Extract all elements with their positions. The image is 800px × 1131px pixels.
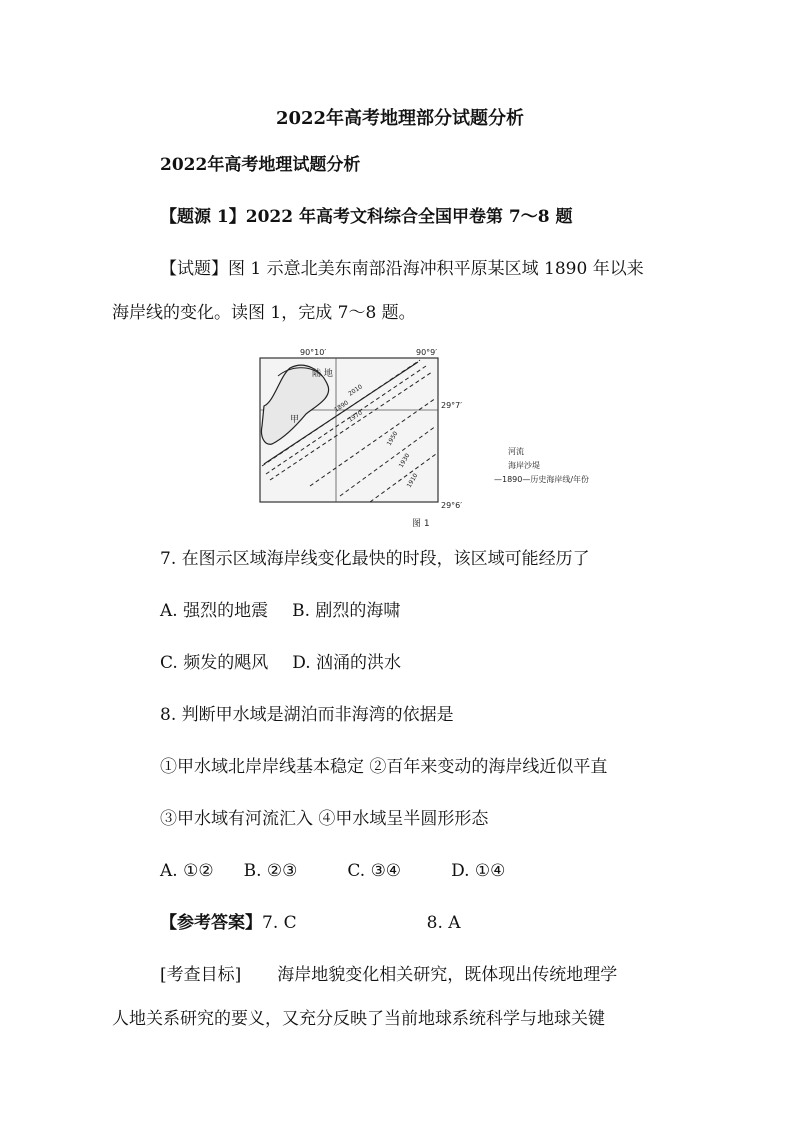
target-label: [考查目标] xyxy=(160,965,242,985)
water-label: 甲 xyxy=(290,415,300,425)
question-8: 8. 判断甲水域是湖泊而非海湾的依据是 xyxy=(160,705,454,725)
subtitle: 2022年高考地理试题分析 xyxy=(160,155,361,175)
figure-caption: 图 1 xyxy=(412,519,430,529)
lat-bottom-label: 29°6′ xyxy=(441,501,463,510)
answer-label: 【参考答案】 xyxy=(160,913,262,933)
land-label: 陆 地 xyxy=(312,369,333,379)
option-8c: C. ③④ xyxy=(347,861,402,881)
question-intro xyxy=(160,258,644,280)
question-7-options-ab xyxy=(160,600,400,622)
coastline-map-figure xyxy=(250,346,620,532)
reference-answer xyxy=(160,912,461,934)
year-label-2010: 2010 xyxy=(347,383,364,398)
question-intro-label: 【试题】 xyxy=(160,259,228,279)
option-8d: D. ①④ xyxy=(451,861,506,881)
option-7a: A. 强烈的地震 xyxy=(160,601,269,621)
question-8-statements-2: ③甲水域有河流汇入 ④甲水域呈半圆形形态 xyxy=(160,809,489,829)
answer-8: 8. A xyxy=(426,913,461,933)
year-label-1890: 1890 xyxy=(333,399,350,414)
question-7-options-cd xyxy=(160,652,401,674)
option-8a: A. ①② xyxy=(160,861,214,881)
lon-right-label: 90°9′ xyxy=(416,348,438,357)
option-7b: B. 剧烈的海啸 xyxy=(292,601,401,621)
lon-left-label: 90°10′ xyxy=(300,348,327,357)
question-8-options xyxy=(160,860,505,882)
target-text-2: 人地关系研究的要义，又充分反映了当前地球系统科学与地球关键 xyxy=(112,1009,605,1029)
doc-title: 2022年高考地理部分试题分析 xyxy=(275,108,525,129)
legend-sandbar: 海岸沙堤 xyxy=(508,461,540,470)
option-7d: D. 汹涌的洪水 xyxy=(292,653,402,673)
question-7: 7. 在图示区域海岸线变化最快的时段，该区域可能经历了 xyxy=(160,549,590,569)
year-label-1910: 1910 xyxy=(405,472,420,489)
answer-7: 7. C xyxy=(262,913,297,933)
target-text-1: 海岸地貌变化相关研究，既体现出传统地理学 xyxy=(277,965,618,985)
year-label-1970: 1970 xyxy=(347,409,364,424)
option-8b: B. ②③ xyxy=(243,861,298,881)
question-intro-line-2: 海岸线的变化。读图 1，完成 7～8 题。 xyxy=(112,303,416,323)
year-label-1950: 1950 xyxy=(385,430,400,447)
lat-top-label: 29°7′ xyxy=(441,401,463,410)
question-source: 【题源 1】2022 年高考文科综合全国甲卷第 7～8 题 xyxy=(160,207,573,227)
legend-coastline: —1890—历史海岸线/年份 xyxy=(494,475,590,484)
year-label-1930: 1930 xyxy=(397,452,412,469)
question-intro-text-1: 图 1 示意北美东南部沿海冲积平原某区域 1890 年以来 xyxy=(228,259,644,279)
legend-river: 河流 xyxy=(508,447,524,456)
assessment-target xyxy=(160,964,617,986)
question-8-statements-1: ①甲水域北岸岸线基本稳定 ②百年来变动的海岸线近似平直 xyxy=(160,757,608,777)
option-7c: C. 频发的飓风 xyxy=(160,653,269,673)
